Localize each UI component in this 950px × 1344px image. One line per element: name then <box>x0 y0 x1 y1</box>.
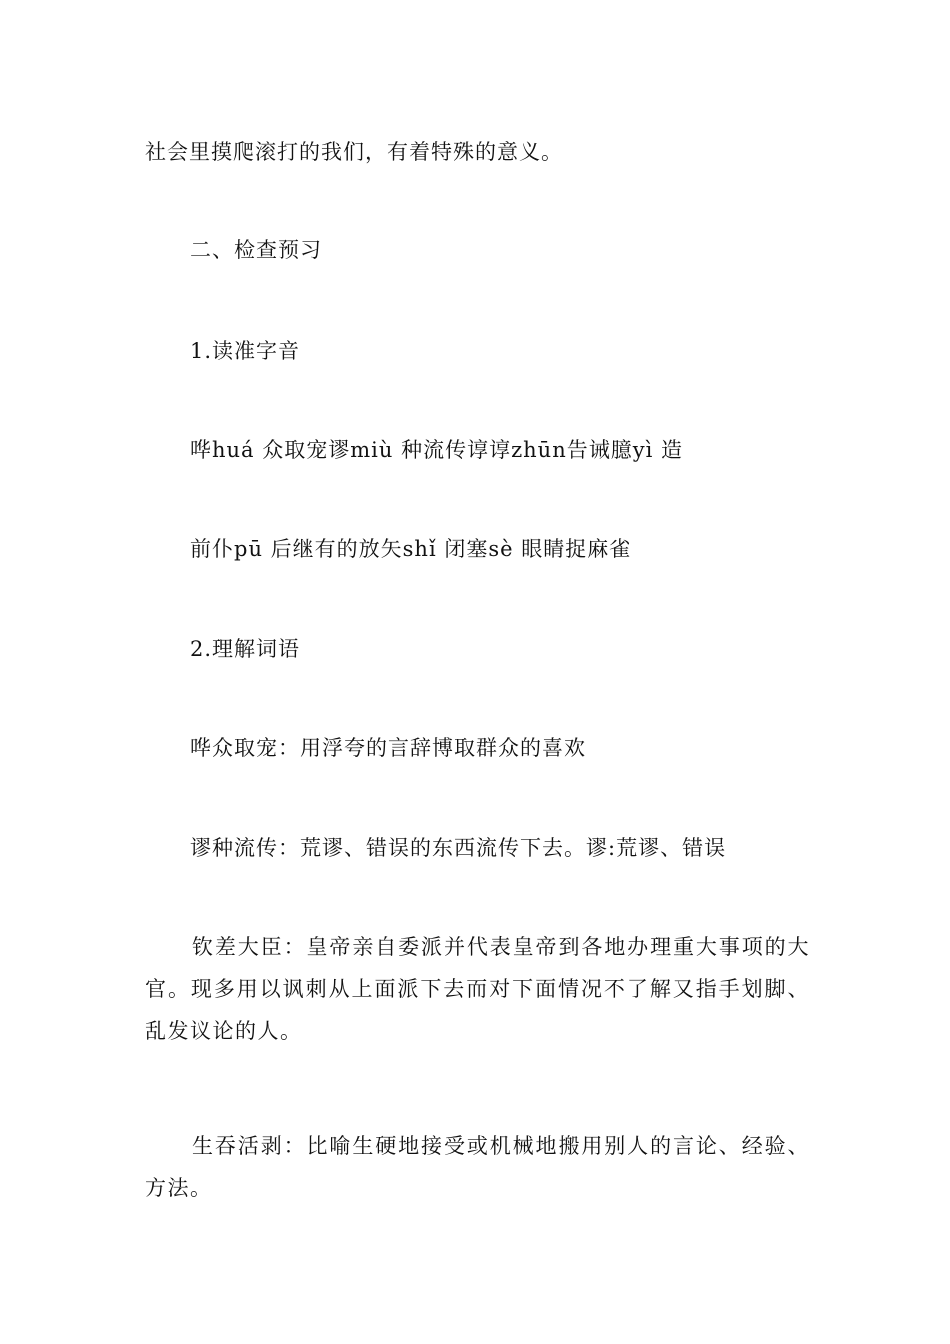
text-line-continuation: 社会里摸爬滚打的我们，有着特殊的意义。 <box>145 140 563 164</box>
pronunciation-line-1: 哗huá 众取宠谬miù 种流传谆谆zhūn告诫臆yì 造 <box>190 438 683 462</box>
definition-huazhongqvchong: 哗众取宠：用浮夸的言辞博取群众的喜欢 <box>190 736 586 760</box>
pronunciation-line-2: 前仆pū 后继有的放矢shǐ 闭塞sè 眼睛捉麻雀 <box>190 537 632 561</box>
definition-miuzhongliuchuan: 谬种流传：荒谬、错误的东西流传下去。谬:荒谬、错误 <box>190 836 727 860</box>
subheading-pronunciation: 1.读准字音 <box>190 339 301 363</box>
section-heading-preview: 二、检查预习 <box>190 238 322 262</box>
definition-shengtunhuobo: 生吞活剥：比喻生硬地接受或机械地搬用别人的言论、经验、方法。 <box>145 1134 810 1200</box>
definition-qinchaidachen: 钦差大臣：皇帝亲自委派并代表皇帝到各地办理重大事项的大官。现多用以讽刺从上面派下去而对下面情况不了解又指手划脚、乱发议论的人。 <box>145 935 810 1043</box>
subheading-vocabulary: 2.理解词语 <box>190 637 301 661</box>
